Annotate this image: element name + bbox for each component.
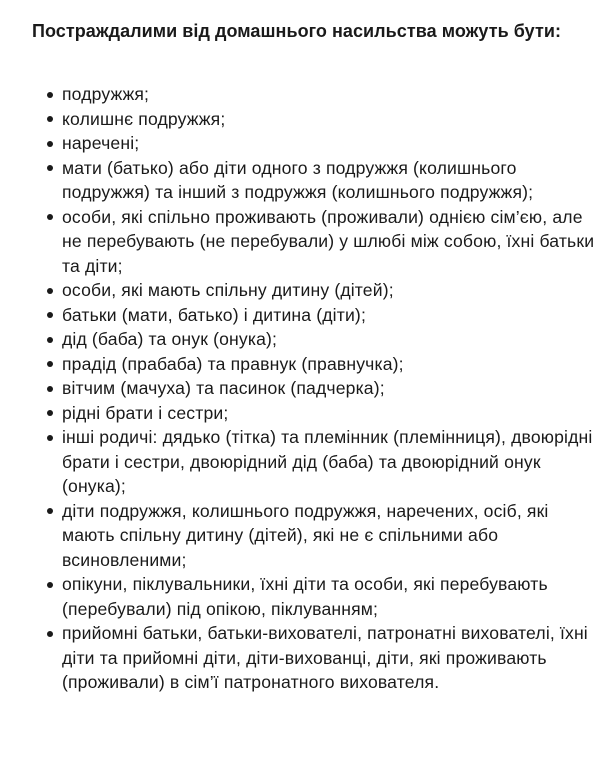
bullet-icon <box>47 214 53 220</box>
list-item-text: прадід (прабаба) та правнук (правнучка); <box>62 353 404 374</box>
list-item <box>32 303 596 328</box>
list-item-text: прийомні батьки, батьки-вихователі, патронатні вихователі, їхні діти та прийомні діти, діти-вихованці, діти, які проживають (проживали) в сім’ї патронатного вихователя. <box>62 623 588 692</box>
list-item-text: рідні брати і сестри; <box>62 402 229 423</box>
bullet-icon <box>47 337 53 343</box>
list-item-text: колишнє подружжя; <box>62 108 226 129</box>
list-item-text: особи, які мають спільну дитину (дітей); <box>62 280 394 300</box>
list-item-text: мати (батько) або діти одного з подружжя (колишнього подружжя) та інший з подружжя (колишнього подружжя); <box>62 157 534 202</box>
bullet-icon <box>47 288 53 294</box>
list-item-text: діти подружжя, колишнього подружжя, наречених, осіб, які мають спільну дитину (дітей), які не є спільними або всиновленими; <box>62 500 549 570</box>
bullet-icon <box>47 141 53 147</box>
bullet-icon <box>47 361 53 367</box>
list-item <box>32 572 596 621</box>
list-item <box>32 205 596 279</box>
list-item-text: подружжя; <box>62 84 150 104</box>
list-item <box>32 376 596 401</box>
victims-list <box>32 82 596 695</box>
list-item <box>32 401 596 426</box>
bullet-icon <box>47 116 53 122</box>
list-item <box>32 131 596 156</box>
bullet-icon <box>47 386 53 392</box>
list-item <box>32 499 596 573</box>
list-item <box>32 327 596 352</box>
bullet-icon <box>47 92 53 98</box>
list-item-text: опікуни, піклувальники, їхні діти та особи, які перебувають (перебували) під опікою, піклуванням; <box>62 574 548 619</box>
bullet-icon <box>47 435 53 441</box>
list-item-text: вітчим (мачуха) та пасинок (падчерка); <box>62 378 385 398</box>
bullet-icon <box>47 410 53 416</box>
bullet-icon <box>47 508 53 514</box>
bullet-icon <box>47 631 53 637</box>
list-item <box>32 621 596 695</box>
list-item <box>32 107 596 132</box>
list-item <box>32 425 596 499</box>
bullet-icon <box>47 582 53 588</box>
list-item-text: особи, які спільно проживають (проживали) однією сім’єю, але не перебувають (не перебували) у шлюбі між собою, їхні батьки та діти; <box>62 206 595 276</box>
bullet-icon <box>47 165 53 171</box>
list-item <box>32 352 596 377</box>
list-item-text: дід (баба) та онук (онука); <box>62 329 278 349</box>
list-item-text: наречені; <box>62 133 140 153</box>
list-item <box>32 156 596 205</box>
list-item-text: батьки (мати, батько) і дитина (діти); <box>62 304 366 325</box>
list-item <box>32 278 596 303</box>
list-item <box>32 82 596 107</box>
list-item-text: інші родичі: дядько (тітка) та племінник (племінниця), двоюрідні брати і сестри, двоюрідний дід (баба) та двоюрідний онук (онука); <box>62 427 593 496</box>
bullet-icon <box>47 312 53 318</box>
page-title: Постраждалими від домашнього насильства можуть бути: <box>32 21 561 41</box>
